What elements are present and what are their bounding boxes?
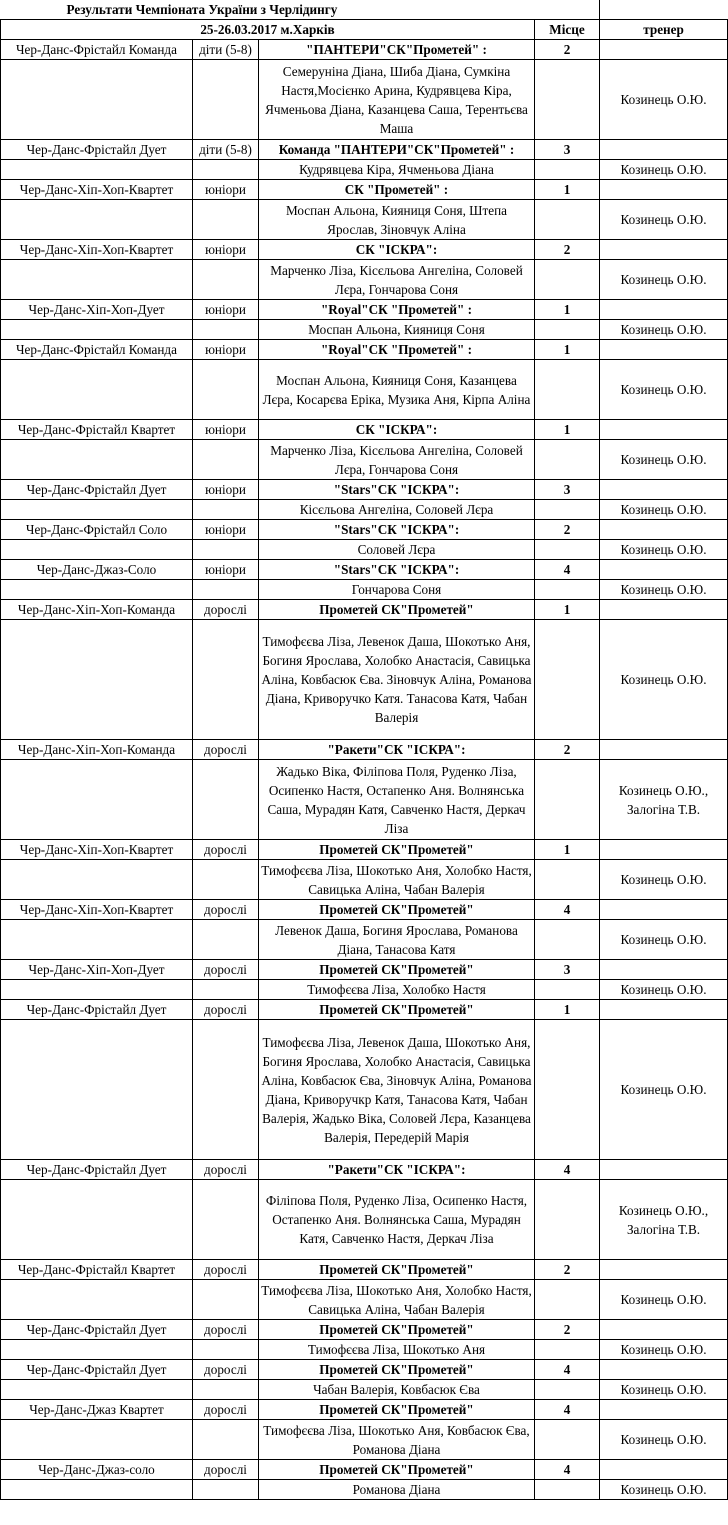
coach-cell: Козинець О.Ю. — [600, 920, 728, 960]
coach-empty-cell — [600, 340, 728, 360]
members-row — [1, 60, 728, 140]
entry-row — [1, 1320, 728, 1340]
members-row — [1, 360, 728, 420]
age-group-cell: юніори — [193, 180, 259, 200]
coach-cell: Козинець О.Ю. — [600, 200, 728, 240]
team-members-cell: Тимофєєва Ліза, Холобко Настя — [259, 980, 535, 1000]
empty-cell — [535, 1180, 600, 1260]
discipline-cell: Чер-Данс-Хіп-Хоп-Квартет — [1, 900, 193, 920]
empty-cell — [193, 160, 259, 180]
team-name-cell: "ПАНТЕРИ"СК"Прометей" : — [259, 40, 535, 60]
discipline-cell: Чер-Данс-Фрістайл Дует — [1, 140, 193, 160]
coach-cell: Козинець О.Ю. — [600, 1420, 728, 1460]
empty-cell — [1, 1020, 193, 1160]
age-group-cell: дорослі — [193, 1320, 259, 1340]
coach-cell: Козинець О.Ю., Залогіна Т.В. — [600, 760, 728, 840]
coach-cell: Козинець О.Ю. — [600, 440, 728, 480]
empty-cell — [1, 360, 193, 420]
empty-cell — [1, 620, 193, 740]
coach-cell: Козинець О.Ю. — [600, 1480, 728, 1500]
place-cell: 2 — [535, 740, 600, 760]
place-cell: 1 — [535, 840, 600, 860]
empty-cell — [1, 920, 193, 960]
empty-cell — [1, 440, 193, 480]
team-name-cell: "Stars"СК "ІСКРА": — [259, 520, 535, 540]
empty-cell — [193, 500, 259, 520]
age-group-cell: юніори — [193, 300, 259, 320]
members-row — [1, 1020, 728, 1160]
empty-cell — [535, 1280, 600, 1320]
place-cell: 1 — [535, 300, 600, 320]
place-cell: 4 — [535, 1400, 600, 1420]
coach-empty-cell — [600, 480, 728, 500]
empty-cell — [193, 1480, 259, 1500]
empty-cell — [193, 60, 259, 140]
empty-cell — [1, 160, 193, 180]
empty-cell — [1, 60, 193, 140]
empty-cell — [1, 1380, 193, 1400]
empty-cell — [535, 320, 600, 340]
place-cell: 1 — [535, 180, 600, 200]
members-row — [1, 540, 728, 560]
discipline-cell: Чер-Данс-Хіп-Хоп-Дует — [1, 960, 193, 980]
entry-row — [1, 1400, 728, 1420]
team-name-cell: Прометей СК"Прометей" — [259, 1320, 535, 1340]
members-row — [1, 920, 728, 960]
empty-cell — [1, 200, 193, 240]
header-row — [1, 20, 728, 40]
coach-empty-cell — [600, 840, 728, 860]
entry-row — [1, 740, 728, 760]
empty-cell — [535, 440, 600, 480]
team-members-cell: Кісєльова Ангеліна, Соловей Лєра — [259, 500, 535, 520]
members-row — [1, 440, 728, 480]
team-members-cell: Гончарова Соня — [259, 580, 535, 600]
empty-cell — [193, 1280, 259, 1320]
age-group-cell: дорослі — [193, 900, 259, 920]
place-cell: 2 — [535, 1320, 600, 1340]
place-cell: 3 — [535, 960, 600, 980]
coach-empty-cell — [600, 560, 728, 580]
empty-cell — [193, 540, 259, 560]
team-name-cell: "Stars"СК "ІСКРА": — [259, 480, 535, 500]
coach-empty-cell — [600, 520, 728, 540]
discipline-cell: Чер-Данс-Хіп-Хоп-Квартет — [1, 180, 193, 200]
discipline-cell: Чер-Данс-Фрістайл Команда — [1, 340, 193, 360]
empty-cell — [193, 260, 259, 300]
empty-cell — [193, 760, 259, 840]
coach-empty-cell — [600, 420, 728, 440]
empty-cell — [535, 1340, 600, 1360]
empty-cell — [193, 860, 259, 900]
team-members-cell: Тимофєєва Ліза, Шокотько Аня, Холобко Настя, Савицька Аліна, Чабан Валерія — [259, 1280, 535, 1320]
entry-row — [1, 1360, 728, 1380]
coach-empty-cell — [600, 960, 728, 980]
age-group-cell: юніори — [193, 340, 259, 360]
coach-cell: Козинець О.Ю. — [600, 980, 728, 1000]
empty-cell — [535, 360, 600, 420]
coach-empty-cell — [600, 1160, 728, 1180]
team-name-cell: Прометей СК"Прометей" — [259, 1360, 535, 1380]
team-members-cell: Соловей Лєра — [259, 540, 535, 560]
empty-cell — [1, 540, 193, 560]
discipline-cell: Чер-Данс-Фрістайл Команда — [1, 40, 193, 60]
discipline-cell: Чер-Данс-Фрістайл Квартет — [1, 1260, 193, 1280]
coach-cell: Козинець О.Ю. — [600, 580, 728, 600]
empty-cell — [1, 760, 193, 840]
coach-empty-cell — [600, 900, 728, 920]
title-row — [1, 0, 728, 20]
coach-cell: Козинець О.Ю. — [600, 260, 728, 300]
coach-cell: Козинець О.Ю. — [600, 60, 728, 140]
coach-empty-cell — [600, 1260, 728, 1280]
members-row — [1, 160, 728, 180]
place-column-header: Місце — [535, 20, 600, 40]
members-row — [1, 620, 728, 740]
entry-row — [1, 900, 728, 920]
coach-cell: Козинець О.Ю. — [600, 160, 728, 180]
team-name-cell: "Stars"СК "ІСКРА": — [259, 560, 535, 580]
team-name-cell: "Royal"СК "Прометей" : — [259, 340, 535, 360]
entry-row — [1, 420, 728, 440]
empty-cell — [1, 1480, 193, 1500]
empty-cell — [193, 620, 259, 740]
coach-empty-cell — [600, 1000, 728, 1020]
empty-cell — [535, 860, 600, 900]
coach-cell: Козинець О.Ю. — [600, 320, 728, 340]
empty-cell — [535, 1020, 600, 1160]
members-row — [1, 260, 728, 300]
discipline-cell: Чер-Данс-Хіп-Хоп-Команда — [1, 600, 193, 620]
empty-cell — [1, 1340, 193, 1360]
empty-cell — [535, 920, 600, 960]
empty-cell — [193, 360, 259, 420]
discipline-cell: Чер-Данс-Фрістайл Дует — [1, 480, 193, 500]
entry-row — [1, 340, 728, 360]
empty-cell — [1, 1180, 193, 1260]
empty-cell — [535, 1480, 600, 1500]
age-group-cell: дорослі — [193, 600, 259, 620]
team-name-cell: Прометей СК"Прометей" — [259, 1460, 535, 1480]
members-row — [1, 980, 728, 1000]
discipline-cell: Чер-Данс-Хіп-Хоп-Квартет — [1, 840, 193, 860]
age-group-cell: діти (5-8) — [193, 40, 259, 60]
members-row — [1, 860, 728, 900]
age-group-cell: дорослі — [193, 1000, 259, 1020]
team-name-cell: Прометей СК"Прометей" — [259, 1400, 535, 1420]
team-name-cell: СК "Прометей" : — [259, 180, 535, 200]
team-members-cell: Чабан Валерія, Ковбасюк Єва — [259, 1380, 535, 1400]
age-group-cell: юніори — [193, 560, 259, 580]
empty-cell — [535, 500, 600, 520]
place-cell: 4 — [535, 560, 600, 580]
place-cell: 4 — [535, 1160, 600, 1180]
empty-cell — [535, 1380, 600, 1400]
entry-row — [1, 40, 728, 60]
coach-cell: Козинець О.Ю. — [600, 1340, 728, 1360]
empty-cell — [193, 580, 259, 600]
empty-cell — [193, 1020, 259, 1160]
empty-cell — [535, 260, 600, 300]
entry-row — [1, 840, 728, 860]
team-name-cell: Команда "ПАНТЕРИ"СК"Прометей" : — [259, 140, 535, 160]
members-row — [1, 1480, 728, 1500]
place-cell: 4 — [535, 1360, 600, 1380]
age-group-cell: юніори — [193, 520, 259, 540]
coach-cell: Козинець О.Ю. — [600, 1380, 728, 1400]
empty-cell — [193, 920, 259, 960]
discipline-cell: Чер-Данс-Фрістайл Дует — [1, 1000, 193, 1020]
document-title: Результати Чемпіоната України з Черлідингу — [1, 0, 600, 20]
empty-cell — [193, 200, 259, 240]
entry-row — [1, 240, 728, 260]
age-group-cell: дорослі — [193, 1460, 259, 1480]
team-members-cell: Кудрявцева Кіра, Ячменьова Діана — [259, 160, 535, 180]
empty-cell — [535, 980, 600, 1000]
members-row — [1, 580, 728, 600]
place-cell: 2 — [535, 40, 600, 60]
empty-cell — [193, 1380, 259, 1400]
entry-row — [1, 960, 728, 980]
coach-empty-cell — [600, 1460, 728, 1480]
coach-cell: Козинець О.Ю. — [600, 1020, 728, 1160]
members-row — [1, 1280, 728, 1320]
entry-row — [1, 180, 728, 200]
empty-cell — [600, 0, 728, 20]
entry-row — [1, 1260, 728, 1280]
results-table-body — [1, 0, 728, 1500]
members-row — [1, 1420, 728, 1460]
coach-cell: Козинець О.Ю. — [600, 360, 728, 420]
team-members-cell: Тимофєєва Ліза, Шокотько Аня — [259, 1340, 535, 1360]
coach-empty-cell — [600, 40, 728, 60]
members-row — [1, 320, 728, 340]
empty-cell — [193, 440, 259, 480]
entry-row — [1, 1460, 728, 1480]
coach-empty-cell — [600, 1360, 728, 1380]
coach-empty-cell — [600, 740, 728, 760]
team-name-cell: СК "ІСКРА": — [259, 420, 535, 440]
discipline-cell: Чер-Данс-Джаз-соло — [1, 1460, 193, 1480]
discipline-cell: Чер-Данс-Фрістайл Дует — [1, 1320, 193, 1340]
discipline-cell: Чер-Данс-Хіп-Хоп-Команда — [1, 740, 193, 760]
empty-cell — [1, 580, 193, 600]
age-group-cell: юніори — [193, 480, 259, 500]
team-name-cell: Прометей СК"Прометей" — [259, 960, 535, 980]
empty-cell — [1, 320, 193, 340]
team-members-cell: Романова Діана — [259, 1480, 535, 1500]
coach-cell: Козинець О.Ю. — [600, 860, 728, 900]
place-cell: 3 — [535, 140, 600, 160]
age-group-cell: дорослі — [193, 1400, 259, 1420]
empty-cell — [535, 580, 600, 600]
place-cell: 1 — [535, 600, 600, 620]
empty-cell — [1, 260, 193, 300]
members-row — [1, 500, 728, 520]
team-name-cell: "Royal"СК "Прометей" : — [259, 300, 535, 320]
entry-row — [1, 560, 728, 580]
place-cell: 1 — [535, 340, 600, 360]
empty-cell — [193, 320, 259, 340]
discipline-cell: Чер-Данс-Фрістайл Дует — [1, 1360, 193, 1380]
entry-row — [1, 480, 728, 500]
team-name-cell: Прометей СК"Прометей" — [259, 600, 535, 620]
entry-row — [1, 300, 728, 320]
discipline-cell: Чер-Данс-Хіп-Хоп-Квартет — [1, 240, 193, 260]
empty-cell — [535, 620, 600, 740]
discipline-cell: Чер-Данс-Фрістайл Соло — [1, 520, 193, 540]
age-group-cell: юніори — [193, 240, 259, 260]
team-members-cell: Філіпова Поля, Руденко Ліза, Осипенко Настя, Остапенко Аня. Волнянська Саша, Мурадян Катя, Савченко Настя, Деркач Ліза — [259, 1180, 535, 1260]
coach-cell: Козинець О.Ю. — [600, 500, 728, 520]
empty-cell — [1, 1280, 193, 1320]
discipline-cell: Чер-Данс-Фрістайл Квартет — [1, 420, 193, 440]
coach-empty-cell — [600, 600, 728, 620]
empty-cell — [1, 860, 193, 900]
coach-empty-cell — [600, 1320, 728, 1340]
place-cell: 2 — [535, 1260, 600, 1280]
coach-empty-cell — [600, 300, 728, 320]
place-cell: 3 — [535, 480, 600, 500]
discipline-cell: Чер-Данс-Джаз Квартет — [1, 1400, 193, 1420]
age-group-cell: дорослі — [193, 840, 259, 860]
empty-cell — [1, 980, 193, 1000]
empty-cell — [535, 200, 600, 240]
team-members-cell: Семеруніна Діана, Шиба Діана, Сумкіна Настя,Мосієнко Арина, Кудрявцева Кіра, Ячменьова Діана, Казанцева Саша, Терентьєва Маша — [259, 60, 535, 140]
age-group-cell: дорослі — [193, 1360, 259, 1380]
members-row — [1, 1380, 728, 1400]
discipline-cell: Чер-Данс-Джаз-Соло — [1, 560, 193, 580]
age-group-cell: юніори — [193, 420, 259, 440]
coach-cell: Козинець О.Ю. — [600, 620, 728, 740]
entry-row — [1, 1160, 728, 1180]
coach-cell: Козинець О.Ю. — [600, 1280, 728, 1320]
team-members-cell: Тимофєєва Ліза, Левенок Даша, Шокотько Аня, Богиня Ярослава, Холобко Анастасія, Савицька Аліна, Ковбасюк Єва. Зіновчук Аліна, Романова Діана, Криворучко Катя. Танасова Катя, Чабан Валерія — [259, 620, 535, 740]
empty-cell — [193, 1180, 259, 1260]
age-group-cell: діти (5-8) — [193, 140, 259, 160]
age-group-cell: дорослі — [193, 1160, 259, 1180]
team-members-cell: Тимофєєва Ліза, Шокотько Аня, Холобко Настя, Савицька Аліна, Чабан Валерія — [259, 860, 535, 900]
entry-row — [1, 1000, 728, 1020]
empty-cell — [535, 540, 600, 560]
coach-cell: Козинець О.Ю. — [600, 540, 728, 560]
members-row — [1, 1180, 728, 1260]
entry-row — [1, 520, 728, 540]
discipline-cell: Чер-Данс-Хіп-Хоп-Дует — [1, 300, 193, 320]
empty-cell — [193, 1420, 259, 1460]
place-cell: 4 — [535, 900, 600, 920]
team-members-cell: Тимофєєва Ліза, Левенок Даша, Шокотько Аня, Богиня Ярослава, Холобко Анастасія, Савицька Аліна, Ковбасюк Єва, Зіновчук Аліна, Романова Діана, Криворучкр Катя, Танасова Катя, Чабан Валерія, Жадько Віка, Соловей Лєра, Казанцева Валерія, Передерій Марія — [259, 1020, 535, 1160]
members-row — [1, 1340, 728, 1360]
team-members-cell: Марченко Ліза, Кісєльова Ангеліна, Соловей Лєра, Гончарова Соня — [259, 440, 535, 480]
members-row — [1, 760, 728, 840]
empty-cell — [193, 980, 259, 1000]
entry-row — [1, 600, 728, 620]
discipline-cell: Чер-Данс-Фрістайл Дует — [1, 1160, 193, 1180]
coach-empty-cell — [600, 180, 728, 200]
coach-empty-cell — [600, 1400, 728, 1420]
team-members-cell: Левенок Даша, Богиня Ярослава, Романова Діана, Танасова Катя — [259, 920, 535, 960]
team-name-cell: СК "ІСКРА": — [259, 240, 535, 260]
empty-cell — [1, 500, 193, 520]
coach-empty-cell — [600, 140, 728, 160]
place-cell: 1 — [535, 1000, 600, 1020]
empty-cell — [193, 1340, 259, 1360]
team-name-cell: Прометей СК"Прометей" — [259, 840, 535, 860]
empty-cell — [535, 60, 600, 140]
team-name-cell: "Ракети"СК "ІСКРА": — [259, 1160, 535, 1180]
team-members-cell: Марченко Ліза, Кісєльова Ангеліна, Соловей Лєра, Гончарова Соня — [259, 260, 535, 300]
entry-row — [1, 140, 728, 160]
team-name-cell: Прометей СК"Прометей" — [259, 1260, 535, 1280]
team-name-cell: "Ракети"СК "ІСКРА": — [259, 740, 535, 760]
team-members-cell: Моспан Альона, Кияниця Соня, Казанцева Лєра, Косарєва Еріка, Музика Аня, Кірпа Аліна — [259, 360, 535, 420]
place-cell: 2 — [535, 520, 600, 540]
team-name-cell: Прометей СК"Прометей" — [259, 900, 535, 920]
place-cell: 1 — [535, 420, 600, 440]
team-members-cell: Жадько Віка, Філіпова Поля, Руденко Ліза, Осипенко Настя, Остапенко Аня. Волнянська Саша, Мурадян Катя, Савченко Настя, Деркач Ліза — [259, 760, 535, 840]
team-members-cell: Тимофєєва Ліза, Шокотько Аня, Ковбасюк Єва, Романова Діана — [259, 1420, 535, 1460]
place-cell: 4 — [535, 1460, 600, 1480]
coach-cell: Козинець О.Ю., Залогіна Т.В. — [600, 1180, 728, 1260]
age-group-cell: дорослі — [193, 1260, 259, 1280]
empty-cell — [535, 1420, 600, 1460]
team-members-cell: Моспан Альона, Кияниця Соня — [259, 320, 535, 340]
members-row — [1, 200, 728, 240]
empty-cell — [535, 160, 600, 180]
team-name-cell: Прометей СК"Прометей" — [259, 1000, 535, 1020]
age-group-cell: дорослі — [193, 740, 259, 760]
coach-column-header: тренер — [600, 20, 728, 40]
date-place: 25-26.03.2017 м.Харків — [1, 20, 535, 40]
place-cell: 2 — [535, 240, 600, 260]
team-members-cell: Моспан Альона, Кияниця Соня, Штепа Ярослав, Зіновчук Аліна — [259, 200, 535, 240]
empty-cell — [1, 1420, 193, 1460]
coach-empty-cell — [600, 240, 728, 260]
empty-cell — [535, 760, 600, 840]
age-group-cell: дорослі — [193, 960, 259, 980]
